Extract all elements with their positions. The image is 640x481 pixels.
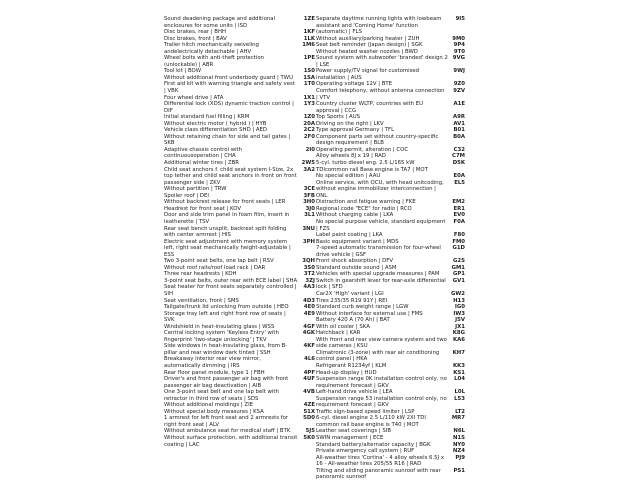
equipment-description: Front shock absorption | DFV bbox=[316, 258, 393, 265]
equipment-code: 3A2 bbox=[303, 166, 315, 173]
equipment-code: K8G bbox=[452, 330, 465, 337]
equipment-description: SWIN management | ECE bbox=[316, 435, 384, 441]
equipment-code: 3QH bbox=[302, 258, 315, 265]
equipment-description: Trailer hitch mechanically swiveling andelectrically detachable | AHV bbox=[164, 42, 259, 55]
equipment-description: Switch in gearshift lever for rear-axle differential lock | SFD bbox=[316, 277, 446, 291]
equipment-description: Four wheel drive | ATA bbox=[164, 94, 224, 101]
equipment-description: 1 armrest for left front seat and 2 armrests for right front seat | ALV bbox=[164, 415, 289, 428]
equipment-description: Electric seat adjustment with memory system left, right seat mechanically height-adjustable | ESS bbox=[164, 238, 291, 258]
equipment-row bbox=[164, 212, 315, 225]
equipment-description: Country cluster WLTP, countries with EU approval | CCG bbox=[316, 101, 424, 114]
equipment-code: 9P4 bbox=[453, 42, 465, 49]
equipment-row bbox=[316, 68, 465, 81]
equipment-code: 1S0 bbox=[303, 68, 315, 75]
equipment-description: Two 3-point seat belts, one lap belt | RSV bbox=[164, 258, 274, 265]
equipment-description: Top Sports | AUS bbox=[316, 114, 361, 121]
equipment-description: Suspension range 0K installation control only, no requirement forecast | GKV bbox=[316, 376, 447, 389]
equipment-description: Leather seat coverings | SIB bbox=[316, 428, 391, 435]
equipment-code: IG0 bbox=[454, 304, 465, 311]
equipment-description: Refrigerant R1234yf | KLM bbox=[316, 362, 387, 369]
equipment-code: 4GF bbox=[303, 323, 315, 330]
equipment-code: 20A bbox=[303, 120, 315, 127]
equipment-code: H13 bbox=[453, 297, 465, 304]
equipment-code: 1Y3 bbox=[303, 101, 315, 108]
equipment-row bbox=[316, 337, 465, 350]
equipment-row bbox=[164, 55, 315, 68]
equipment-code: 9Z0 bbox=[453, 81, 465, 88]
equipment-code: L53 bbox=[454, 395, 465, 402]
equipment-description: Head-up display | HUD bbox=[316, 369, 377, 376]
equipment-row bbox=[164, 134, 315, 147]
equipment-description: 6-cyl. diesel engine 2.5 L/110 kW 2XI TDI common rail base engine is T40 | MOT bbox=[316, 415, 426, 428]
equipment-row bbox=[164, 167, 315, 187]
equipment-code: A1E bbox=[453, 101, 465, 108]
equipment-code: 4L6 bbox=[304, 356, 315, 363]
equipment-code: 4D3 bbox=[303, 297, 315, 304]
equipment-code: EM2 bbox=[452, 199, 465, 206]
equipment-row bbox=[316, 455, 465, 468]
equipment-description: With front and rear view camera system and two side cameras | KSU bbox=[316, 336, 447, 350]
equipment-description: Disc brakes, front | BAV bbox=[164, 35, 227, 42]
equipment-description: Windshield in heat-insulating glass | WSS bbox=[164, 323, 275, 330]
equipment-description: Standard curb weight range | LGW bbox=[316, 304, 409, 311]
equipment-row bbox=[316, 278, 465, 291]
equipment-code: 4KF bbox=[303, 343, 315, 350]
equipment-description: Additional winter tires | ZBR bbox=[164, 160, 240, 167]
equipment-description: Tool kit | BOW bbox=[164, 68, 202, 75]
equipment-code: 9I5 bbox=[455, 16, 465, 22]
equipment-code: 5D0 bbox=[303, 415, 315, 422]
equipment-description: Power supply/TV signal for customised installation | AUS bbox=[316, 68, 420, 81]
equipment-description: Wheel bolts with anti-theft protection (unlockable) | ABR bbox=[164, 55, 265, 68]
equipment-description: Sound system with subwoofer 'branded' design 2 | LSE bbox=[316, 55, 448, 68]
equipment-description: Without heated washer nozzles | BWD bbox=[316, 48, 418, 55]
equipment-list-right bbox=[316, 16, 465, 481]
equipment-description: Hatchback | KAR bbox=[316, 330, 361, 337]
equipment-code: 5K0 bbox=[303, 435, 315, 441]
equipment-row bbox=[316, 396, 465, 409]
equipment-code: 1X1 bbox=[303, 94, 315, 101]
equipment-code: 3L1 bbox=[304, 212, 315, 219]
equipment-code: 4PF bbox=[303, 369, 315, 376]
equipment-code: 1KF bbox=[303, 29, 315, 36]
equipment-code: KA6 bbox=[453, 336, 465, 343]
equipment-code: IW3 bbox=[453, 310, 465, 317]
equipment-code: 9M0 bbox=[452, 35, 465, 42]
equipment-code: L04 bbox=[454, 376, 465, 383]
equipment-description: Without special body measures | KSA bbox=[164, 408, 264, 415]
equipment-code: GW2 bbox=[451, 290, 465, 297]
equipment-row bbox=[164, 311, 315, 324]
equipment-description: 7-speed automatic transmission for four-wheel drive vehicle | GSF bbox=[316, 245, 441, 258]
equipment-description: Basic equipment variant | MDS bbox=[316, 238, 399, 245]
equipment-code: NZ4 bbox=[452, 448, 465, 455]
equipment-description: Door and side trim panel in foam film, insert in leatherette | TSV bbox=[164, 212, 290, 225]
equipment-description: Differential lock (XDS) dynamic traction control | DIF bbox=[164, 101, 294, 114]
equipment-description: Without charging cable | LKA bbox=[316, 212, 394, 219]
equipment-row bbox=[316, 134, 465, 147]
equipment-code: 5J5 bbox=[305, 428, 315, 435]
equipment-description: Adaptive chassis control with continuousoperation | CHA bbox=[164, 146, 243, 160]
equipment-row bbox=[164, 415, 315, 428]
equipment-code: 3H0 bbox=[303, 199, 315, 206]
equipment-description: Disc brakes, rear | BHH bbox=[164, 29, 226, 36]
equipment-code: GV1 bbox=[452, 277, 465, 284]
equipment-description: Separate daytime running lights with lowbeam assistant and 'Coming Home' function (automatic) | FLS bbox=[316, 16, 442, 36]
equipment-code: LT2 bbox=[455, 408, 465, 415]
equipment-code: 9ZV bbox=[453, 88, 465, 95]
equipment-description: Without backrest release for front seats | LER bbox=[164, 199, 286, 206]
equipment-row bbox=[316, 350, 465, 363]
equipment-code: 3CE bbox=[303, 186, 315, 193]
equipment-description: Initial standard fuel filling | KRM bbox=[164, 114, 250, 121]
equipment-row bbox=[316, 101, 465, 114]
equipment-code: 1M6 bbox=[302, 42, 315, 49]
equipment-row bbox=[164, 147, 315, 160]
equipment-code: C32 bbox=[453, 146, 465, 153]
equipment-code: 9T0 bbox=[453, 48, 465, 55]
equipment-description: Car2X 'High' variant | LGI bbox=[316, 290, 384, 297]
equipment-description: All-weather tires 'Cortina' - 4 alloy wheels 6.5J x 16 - All-weather tires 205/55 R16 | RAD bbox=[316, 454, 444, 468]
equipment-row bbox=[316, 415, 465, 428]
equipment-code: 4UF bbox=[303, 376, 315, 383]
equipment-description: No special edition | AAU bbox=[316, 173, 381, 180]
equipment-code: G2S bbox=[453, 258, 465, 265]
equipment-description: Tailgate/trunk lid unlocking from outside | HEO bbox=[164, 304, 289, 311]
equipment-description: No special purpose vehicle, standard equipment | FZS bbox=[316, 218, 446, 232]
equipment-code: C7M bbox=[452, 153, 465, 160]
equipment-code: A9R bbox=[453, 114, 465, 121]
equipment-code: KK3 bbox=[453, 362, 465, 369]
equipment-row bbox=[164, 16, 315, 29]
equipment-description: Seat ventilation, front | SMS bbox=[164, 297, 239, 304]
equipment-code: F0A bbox=[453, 218, 465, 225]
equipment-code: D5K bbox=[452, 160, 465, 167]
equipment-description: Left-hand drive vehicle | LEA bbox=[316, 389, 393, 396]
equipment-description: Side windows in heat-insulating glass, from B-pillar and rear window dark tinted | SSH bbox=[164, 343, 288, 356]
equipment-row bbox=[164, 81, 315, 94]
equipment-code: GP1 bbox=[452, 271, 465, 278]
equipment-description: Rear seat bench unsplit, backrest split folding with center armrest | HIS bbox=[164, 225, 287, 239]
equipment-code: 3J0 bbox=[305, 205, 315, 212]
equipment-code: 51X bbox=[303, 408, 315, 415]
equipment-code: 2I0 bbox=[305, 146, 315, 153]
equipment-code: 3FB bbox=[303, 192, 315, 199]
equipment-row bbox=[164, 376, 315, 389]
equipment-code: N1S bbox=[452, 435, 465, 441]
equipment-code: 9VG bbox=[452, 55, 465, 62]
equipment-code: NY0 bbox=[452, 441, 465, 448]
equipment-description: Type approval Germany | TFL bbox=[316, 127, 395, 134]
equipment-description: Without ambulance seat for medical staff | BTK bbox=[164, 428, 291, 435]
equipment-code: 1PE bbox=[303, 55, 315, 62]
equipment-code: AV1 bbox=[453, 120, 465, 127]
equipment-row bbox=[164, 356, 315, 369]
equipment-code: 3ZJ bbox=[305, 277, 315, 284]
equipment-description: Without electric motor ( hybrid ) | HYB bbox=[164, 120, 267, 127]
equipment-code: 4ZE bbox=[303, 402, 315, 409]
equipment-description: One 3-point seat belt and one lap belt with retractor in third row of seats | SDS bbox=[164, 389, 279, 402]
equipment-row bbox=[164, 435, 315, 448]
equipment-description: Storage tray left and right front row of seats | SVK bbox=[164, 310, 286, 324]
equipment-row bbox=[316, 88, 465, 101]
equipment-code: 9WJ bbox=[453, 68, 465, 75]
equipment-code: B01 bbox=[453, 127, 465, 134]
equipment-description: Without surface protection, with additional transit coating | LAC bbox=[164, 435, 298, 448]
equipment-code: 4E9 bbox=[303, 310, 315, 317]
equipment-description: Central locking system 'Keyless Entry' with fingerprint 'two-stage unlocking' | TKV bbox=[164, 330, 279, 343]
equipment-row bbox=[164, 239, 315, 259]
equipment-code: B0A bbox=[453, 133, 465, 140]
equipment-code: 1ZE bbox=[303, 16, 315, 22]
equipment-code: 2W5 bbox=[301, 160, 315, 167]
equipment-description: Without retaining chain for side and tail gates | SKB bbox=[164, 133, 291, 147]
equipment-code: PJ9 bbox=[455, 454, 465, 461]
equipment-code: 4GK bbox=[302, 330, 315, 337]
equipment-code: GM1 bbox=[451, 264, 465, 271]
equipment-row bbox=[316, 245, 465, 258]
equipment-description: Driver's and front passenger air bag with front passenger air bag deactivation | AIB bbox=[164, 376, 289, 389]
equipment-code: 3T2 bbox=[303, 271, 315, 278]
equipment-code: N6L bbox=[453, 428, 465, 435]
equipment-description: Without interface for external use | FMS bbox=[316, 310, 423, 317]
equipment-description: Vehicles with special upgrade measures | PAM bbox=[316, 271, 440, 278]
equipment-description: Operating voltage 12V | BTE bbox=[316, 81, 393, 88]
equipment-row bbox=[164, 343, 315, 356]
equipment-description: Online service, with OCU, with head unitcoding, without engine immobilizer interconnection | ONL bbox=[316, 179, 444, 199]
equipment-description: 3-point seat belts, outer rear with ECE label | SHA bbox=[164, 277, 298, 284]
equipment-code: G1D bbox=[452, 245, 465, 252]
equipment-description: Seat belt reminder (Japan design) | SGK bbox=[316, 42, 423, 49]
equipment-description: Standard battery/alternator capacity | BGK bbox=[316, 441, 431, 448]
equipment-code: 3PH bbox=[302, 238, 315, 245]
equipment-row bbox=[164, 330, 315, 343]
equipment-description: Component parts set without country-specific design requirement | BLB bbox=[316, 133, 439, 147]
equipment-code: 4VB bbox=[303, 389, 315, 396]
equipment-description: Distraction and fatigue warning | FKE bbox=[316, 199, 416, 206]
equipment-description: Without additional front underbody guard | TWU bbox=[164, 74, 294, 81]
equipment-row bbox=[164, 226, 315, 239]
equipment-description: Headrest for front seat | KOV bbox=[164, 205, 241, 212]
equipment-code: PS1 bbox=[453, 467, 465, 474]
equipment-code: ER1 bbox=[453, 205, 465, 212]
equipment-description: Climatronic (3-zone) with rear air conditioning control panel | HKA bbox=[316, 349, 440, 363]
equipment-description: Without additional moldings | ZIE bbox=[164, 402, 254, 409]
equipment-row bbox=[316, 16, 465, 36]
equipment-description: Operating permit, alteration | COC bbox=[316, 146, 409, 153]
equipment-row bbox=[316, 180, 465, 200]
equipment-row bbox=[316, 160, 465, 173]
equipment-description: 5-cyl. turbo diesel eng. 2.5 L/165 kW TDIcommon rail Base engine is TA7 | MOT bbox=[316, 160, 428, 173]
equipment-row bbox=[164, 389, 315, 402]
equipment-description: Sound deadening package and additional enclosures for some units | ISD bbox=[164, 16, 276, 29]
equipment-code: 4E0 bbox=[303, 304, 315, 311]
equipment-description: Tilting and sliding panoramic sunroof with rear panoramic sunroof bbox=[316, 467, 441, 481]
equipment-description: Without roof rails/roof load rack | DAR bbox=[164, 264, 266, 271]
equipment-code: 1T0 bbox=[303, 81, 315, 88]
equipment-code: L0L bbox=[454, 389, 465, 396]
equipment-code: 2F0 bbox=[303, 133, 315, 140]
equipment-description: Rear floor panel module, type 1 | FBH bbox=[164, 369, 265, 376]
equipment-row bbox=[164, 42, 315, 55]
equipment-description: Regional code "ECE" for radio | RCO bbox=[316, 205, 412, 212]
equipment-description: Label paint coating | LKA bbox=[316, 232, 383, 239]
equipment-description: Vehicle class differentiation SHD | AED bbox=[164, 127, 268, 134]
equipment-code: 1Z0 bbox=[303, 114, 315, 121]
equipment-code: F80 bbox=[453, 232, 465, 239]
equipment-code: 1SA bbox=[303, 74, 315, 81]
equipment-code: J5V bbox=[455, 317, 465, 324]
equipment-description: Alloy wheels 8J x 19 | RAD bbox=[316, 153, 386, 160]
equipment-code: 3S0 bbox=[303, 264, 315, 271]
equipment-row bbox=[316, 468, 465, 481]
equipment-code: FM0 bbox=[452, 238, 465, 245]
equipment-description: Driving on the right | LKV bbox=[316, 120, 384, 127]
equipment-description: Breakaway interior rear view mirror, automatically dimming | IRS bbox=[164, 356, 261, 369]
equipment-row bbox=[316, 376, 465, 389]
equipment-description: Tires 235/35 R19 91Y | REI bbox=[316, 297, 388, 304]
equipment-code: KH7 bbox=[452, 349, 465, 356]
equipment-code: E0A bbox=[453, 173, 465, 180]
equipment-code: EL5 bbox=[454, 179, 465, 186]
equipment-description: Private emergency call system | RUF bbox=[316, 448, 415, 455]
equipment-description: Traffic sign-based speed limiter | LSP bbox=[316, 408, 415, 415]
equipment-description: Battery 420 A (70 Ah) | BAT bbox=[316, 317, 390, 324]
equipment-code: 1LK bbox=[303, 35, 315, 42]
equipment-description: Without auxiliary/parking heater | ZUH bbox=[316, 35, 420, 42]
equipment-code: MR7 bbox=[451, 415, 465, 422]
equipment-code: 4A3 bbox=[303, 284, 315, 291]
equipment-description: Without partition | TRW bbox=[164, 186, 227, 193]
equipment-description: Comfort telephony, without antenna connection | VTV bbox=[316, 88, 445, 101]
equipment-description: Seat heater for front seats separately controlled | SIH bbox=[164, 284, 297, 297]
equipment-row bbox=[164, 284, 315, 297]
equipment-description: Spoiler roof | DEI bbox=[164, 192, 209, 199]
equipment-code: JX1 bbox=[455, 323, 465, 330]
equipment-code: 3NU bbox=[302, 225, 315, 232]
equipment-description: Suspension range 53 installation control only, no requirement forecast | GKV bbox=[316, 395, 447, 409]
equipment-row bbox=[316, 55, 465, 68]
equipment-code: EV0 bbox=[453, 212, 465, 219]
equipment-code: KS1 bbox=[453, 369, 465, 376]
equipment-description: Child seat anchors f. child seat system I-Size, 2x top tether and child seat anchors in front on front passenger side | ZKV bbox=[164, 166, 297, 186]
equipment-description: Three rear headrests | KOH bbox=[164, 271, 237, 278]
equipment-description: With oil cooler | SKA bbox=[316, 323, 370, 330]
equipment-description: First aid kit with warning triangle and safety vest | VBK bbox=[164, 81, 295, 95]
equipment-description: Standard outside sound | ASM bbox=[316, 264, 397, 271]
equipment-list-left bbox=[164, 16, 315, 448]
equipment-row bbox=[316, 219, 465, 232]
equipment-row bbox=[164, 101, 315, 114]
equipment-code: 2C2 bbox=[303, 127, 315, 134]
